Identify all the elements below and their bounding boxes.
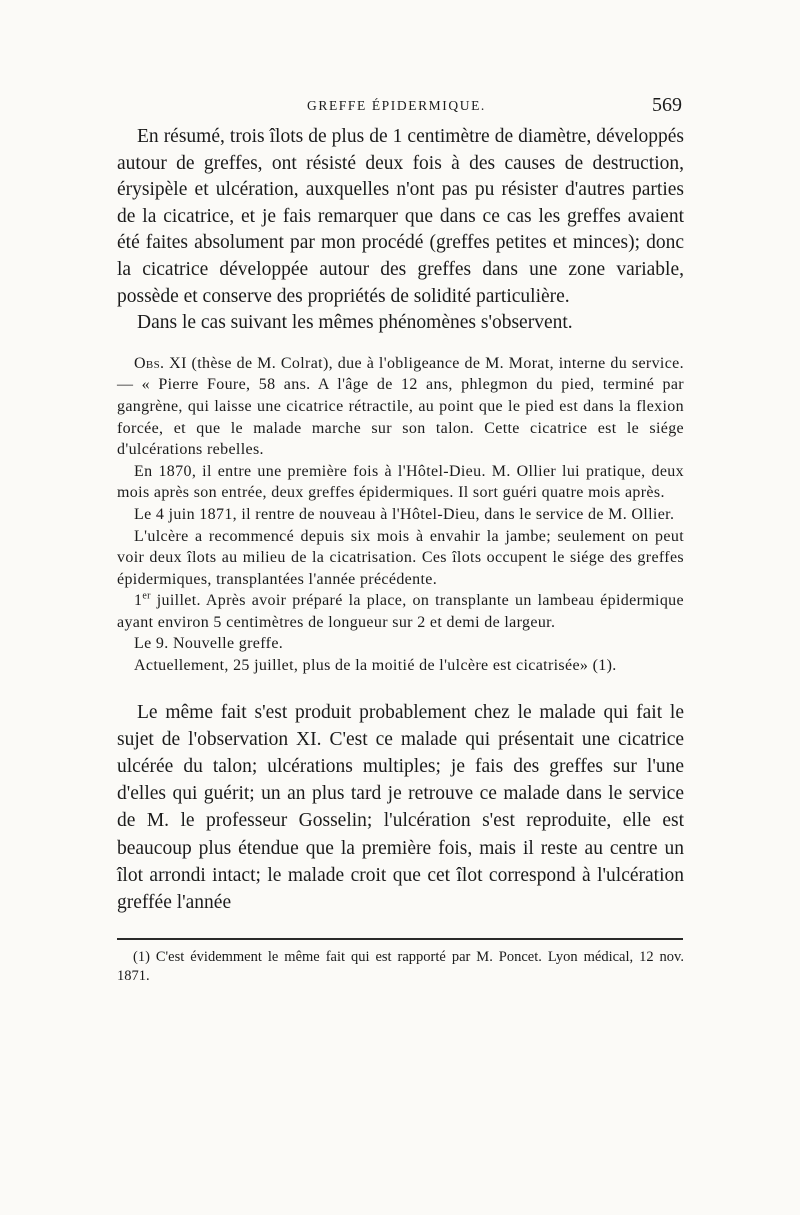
- paragraph-same-fact: Le même fait s'est produit probablement chez le malade qui fait le sujet de l'observation XI. C'est ce malade qui présentait une cicatrice ulcérée du talon; ulcérations multiples; je fais des greffes sur l'une d'elles qui guérit; un an plus tard je retrouve ce malade dans le service de M. le professeur Gosselin; l'ulcération s'est reproduite, elle est beaucoup plus étendue que la première fois, mais il reste au centre un îlot arrondi intact; le malade croit que cet îlot correspond à l'ulcération greffée l'année: [117, 701, 684, 914]
- observation-paragraph: Actuellement, 25 juillet, plus de la moitié de l'ulcère est cicatrisée» (1).: [134, 657, 617, 675]
- observation-text: juillet. Après avoir préparé la place, on transplante un lambeau épidermique ayant environ 5 centimètres de longueur sur 2 et demi de largeur.: [117, 592, 684, 631]
- observation-intro: [117, 353, 684, 461]
- observation-block: [117, 353, 684, 677]
- date-day: 1: [134, 592, 143, 610]
- book-page: [117, 94, 684, 986]
- paragraph-summary: En résumé, trois îlots de plus de 1 centimètre de diamètre, développés autour de greffes, ont résisté deux fois à des causes de destruction, érysipèle et ulcération, auxquelles n'ont pas pu résister d'autres parties de la cicatrice, et je fais remarquer que dans ce cas les greffes avaient été faites absolument par mon procédé (greffes petites et minces); donc la cicatrice développée autour des greffes dans une zone variable, possède et conserve des propriétés de solidité particulière.: [117, 126, 684, 307]
- main-text-continued: [117, 699, 684, 917]
- observation-intro-text: (thèse de M. Colrat), due à l'obligeance de M. Morat, interne du service. — « Pierre Foure, 58 ans. A l'âge de 12 ans, phlegmon du pied, terminé par gangrène, qui laisse une cicatrice rétractile, au point que le pied est dans la flexion forcée, et que le malade marche sur son talon. Cette cicatrice est le siége d'ulcérations rebelles.: [117, 354, 684, 459]
- observation-paragraph: Le 4 juin 1871, il rentre de nouveau à l'Hôtel-Dieu, dans le service de M. Ollier.: [134, 505, 675, 523]
- observation-paragraph: En 1870, il entre une première fois à l'Hôtel-Dieu. M. Ollier lui pratique, deux mois après son entrée, deux greffes épidermiques. Il sort guéri quatre mois après.: [117, 462, 684, 502]
- observation-label: Obs. XI: [134, 354, 187, 372]
- main-text: [117, 124, 684, 337]
- observation-paragraph: Le 9. Nouvelle greffe.: [134, 635, 284, 653]
- footnote-divider: [117, 938, 683, 940]
- running-title: GREFFE ÉPIDERMIQUE.: [307, 98, 486, 113]
- page-header: [117, 94, 684, 124]
- page-number: 569: [652, 94, 682, 116]
- date-ordinal: er: [142, 590, 151, 602]
- footnote: (1) C'est évidemment le même fait qui est rapporté par M. Poncet. Lyon médical, 12 nov. 1871.: [117, 949, 684, 985]
- observation-paragraph: L'ulcère a recommencé depuis six mois à envahir la jambe; seulement on peut voir deux îlots au milieu de la cicatrisation. Ces îlots occupent le siége des greffes épidermiques, transplantées l'année précédente.: [117, 527, 684, 588]
- observation-paragraph: [117, 590, 684, 633]
- paragraph-transition: Dans le cas suivant les mêmes phénomènes s'observent.: [137, 312, 573, 334]
